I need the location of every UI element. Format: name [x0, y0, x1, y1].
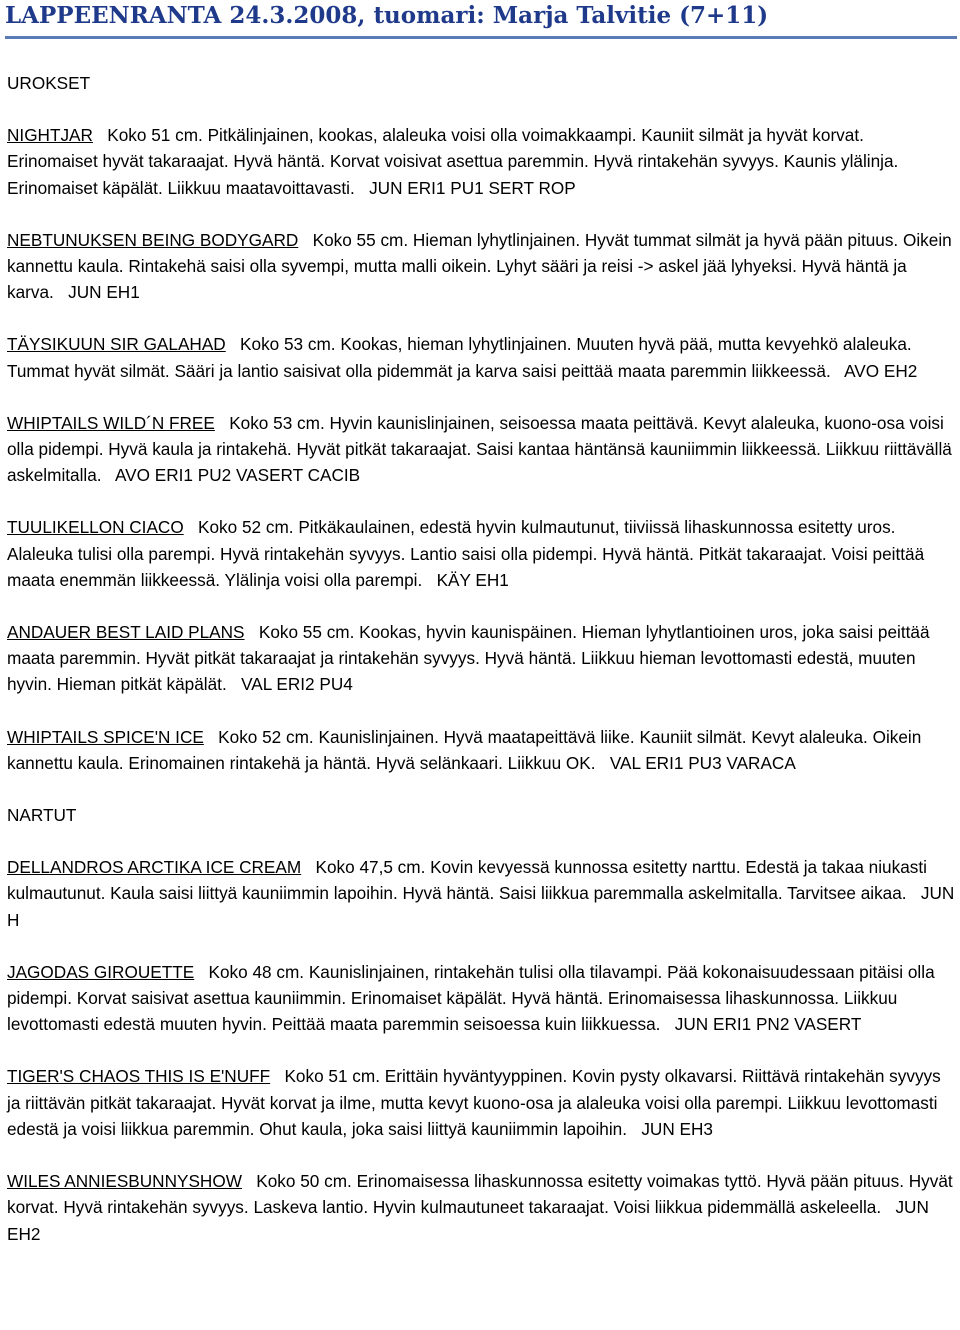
result-text: JUN H	[7, 883, 955, 930]
dog-entry	[7, 122, 957, 201]
section-heading: NARTUT	[7, 805, 77, 826]
dog-entry	[7, 619, 957, 698]
dog-name: WHIPTAILS WILD´N FREE	[7, 412, 215, 433]
result-text: KÄY EH1	[436, 569, 509, 590]
result-text: AVO EH2	[844, 360, 918, 381]
critique-text: Koko 52 cm. Kaunislinjainen. Hyvä maatapeittävä liike. Kauniit silmät. Kevyt alaleuka. Oikein kannettu kaula. Erinomainen rintakehä ja häntä. Hyvä selänkaari. Liikkuu OK.	[7, 726, 922, 773]
dog-entry	[7, 959, 957, 1038]
result-text: VAL ERI2 PU4	[241, 674, 353, 695]
dog-entry	[7, 854, 957, 933]
critique-text: Koko 51 cm. Erittäin hyväntyyppinen. Kovin pysty olkavarsi. Riittävä rintakehän syvyys ja riittävän pitkät takaraajat. Hyvät korvat ja ilme, mutta kevyt kuono-osa ja alaleuka voisi olla parempi. Liikkuu levottomasti edestä ja voisi liikkua paremmin. Ohut kaula, joka saisi liittyä kauniimmin lapoihin.	[7, 1066, 941, 1139]
critique-text: Koko 51 cm. Pitkälinjainen, kookas, alaleuka voisi olla voimakkaampi. Kauniit silmät ja hyvät korvat. Erinomaiset hyvät takaraajat. Hyvä häntä. Korvat voisivat asettua paremmin. Hyvä rintakehän syvyys. Kaunis ylälinja. Erinomaiset käpälät. Liikkuu maatavoittavasti.	[7, 125, 899, 198]
dog-entry	[7, 1168, 957, 1247]
dog-name: WHIPTAILS SPICE'N ICE	[7, 726, 204, 747]
dog-name: WILES ANNIESBUNNYSHOW	[7, 1171, 242, 1192]
dog-name: DELLANDROS ARCTIKA ICE CREAM	[7, 857, 302, 878]
dog-entry	[7, 1063, 957, 1142]
dog-name: NEBTUNUKSEN BEING BODYGARD	[7, 229, 299, 250]
dog-entry	[7, 410, 957, 489]
critique-text: Koko 53 cm. Hyvin kaunislinjainen, seisoessa maata peittävä. Kevyt alaleuka, kuono-osa voisi olla pidempi. Hyvä kaula ja rintakehä. Hyvät pitkät takaraajat. Saisi kantaa häntänsä kauniimmin liikkeessä. Liikkuu riittävällä askelmitalla.	[7, 412, 952, 486]
section-females	[7, 802, 957, 1247]
section-males	[7, 70, 957, 776]
critique-text: Koko 55 cm. Kookas, hyvin kaunispäinen. Hieman lyhytlantioinen uros, joka saisi peittää maata paremmin. Hyvät pitkät takaraajat ja rintakehän syvyys. Hyvä häntä. Liikkuu hieman levottomasti edestä, muuten hyvin. Hieman pitkät käpälät.	[7, 622, 930, 695]
critique-text: Koko 53 cm. Kookas, hieman lyhytlinjainen. Muuten hyvä pää, mutta kevyehkö alaleuka. Tummat hyvät silmät. Sääri ja lantio saisivat olla pidemmät ja karva saisi peittää maata paremmin liikkeessä.	[7, 334, 912, 381]
dog-name: TUULIKELLON CIACO	[7, 517, 184, 538]
dog-entry	[7, 227, 957, 306]
result-text: JUN ERI1 PU1 SERT ROP	[369, 177, 576, 198]
critique-text: Koko 48 cm. Kaunislinjainen, rintakehän tulisi olla tilavampi. Pää kokonaisuudessaan pitäisi olla pidempi. Korvat saisivat asettua kauniimmin. Erinomaiset käpälät. Hyvä häntä. Erinomaisessa lihaskunnossa. Liikkuu levottomasti edestä muuten hyvin. Peittää maata paremmin seisoessa kuin liikkuessa.	[7, 961, 935, 1035]
page-title: LAPPEENRANTA 24.3.2008, tuomari: Marja Talvitie (7+11)	[5, 2, 957, 39]
dog-name: TIGER'S CHAOS THIS IS E'NUFF	[7, 1066, 271, 1087]
document-body	[7, 70, 957, 1273]
result-text: JUN ERI1 PN2 VASERT	[674, 1014, 862, 1035]
dog-name: TÄYSIKUUN SIR GALAHAD	[7, 334, 226, 355]
result-text: AVO ERI1 PU2 VASERT CACIB	[114, 465, 361, 486]
section-heading: UROKSET	[7, 73, 91, 93]
dog-entry	[7, 724, 957, 776]
critique-text: Koko 47,5 cm. Kovin kevyessä kunnossa esitetty narttu. Edestä ja takaa niukasti kulmautunut. Kaula saisi liittyä kauniimmin lapoihin. Hyvä häntä. Saisi liikkua paremmalla askelmitalla. Tarvitsee aikaa.	[7, 857, 927, 904]
dog-name: ANDAUER BEST LAID PLANS	[7, 622, 245, 643]
critique-text: Koko 50 cm. Erinomaisessa lihaskunnossa esitetty voimakas tyttö. Hyvä pään pituus. Hyvät korvat. Hyvä rintakehän syvyys. Laskeva lantio. Hyvin kulmautuneet takaraajat. Voisi liikkua pidemmällä askeleella.	[7, 1171, 953, 1218]
critique-text: Koko 55 cm. Hieman lyhytlinjainen. Hyvät tummat silmät ja hyvä pään pituus. Oikein kannettu kaula. Rintakehä saisi olla syvempi, mutta malli oikein. Lyhyt sääri ja reisi -> askel jää lyhyeksi. Hyvä häntä ja karva.	[7, 229, 952, 303]
result-text: JUN EH1	[68, 282, 140, 303]
critique-text: Koko 52 cm. Pitkäkaulainen, edestä hyvin kulmautunut, tiiviissä lihaskunnossa esitetty uros. Alaleuka tulisi olla parempi. Hyvä rintakehän syvyys. Lantio saisi olla pidempi. Hyvä häntä. Pitkät takaraajat. Voisi peittää maata enemmän liikkeessä. Ylälinja voisi olla parempi.	[7, 517, 925, 590]
result-text: VAL ERI1 PU3 VARACA	[609, 752, 796, 773]
dog-entry	[7, 331, 957, 383]
dog-entry	[7, 514, 957, 593]
result-text: JUN EH3	[641, 1118, 713, 1139]
dog-name: NIGHTJAR	[7, 125, 93, 146]
dog-name: JAGODAS GIROUETTE	[7, 961, 195, 982]
result-text: JUN EH2	[7, 1197, 929, 1244]
